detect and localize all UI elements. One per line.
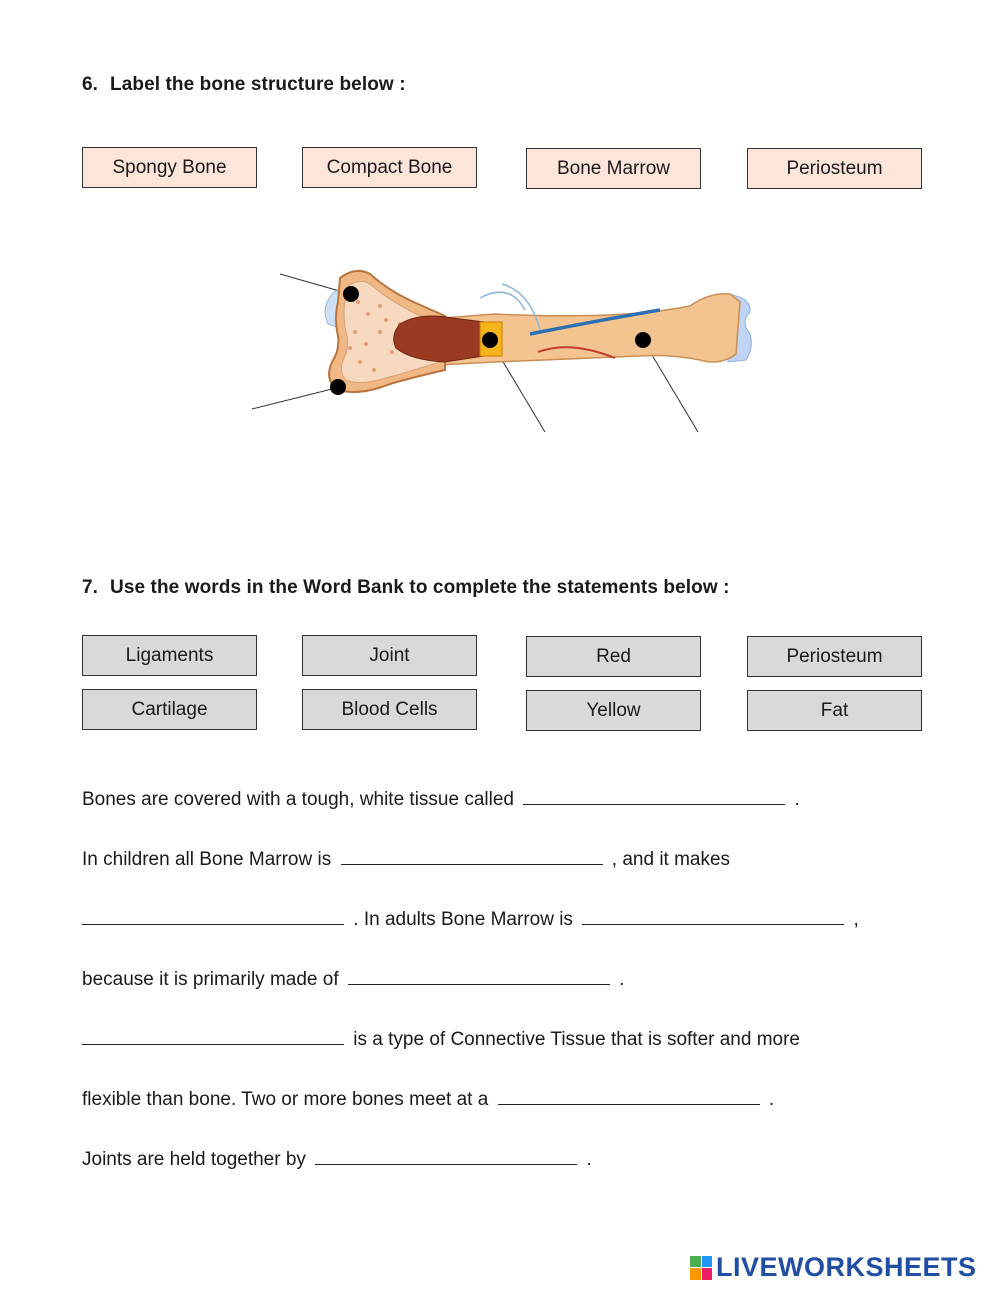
statement-text: , [853, 909, 859, 930]
statement-text: . [619, 969, 625, 990]
statement-text: In children all Bone Marrow is [82, 849, 332, 870]
answer-blank-4[interactable] [582, 906, 844, 925]
answer-blank-2[interactable] [341, 846, 603, 865]
word-red[interactable]: Red [526, 636, 701, 677]
word-cartilage[interactable]: Cartilage [82, 689, 257, 730]
answer-blank-8[interactable] [315, 1146, 577, 1165]
hotspot-1[interactable] [343, 286, 359, 302]
answer-blank-3[interactable] [82, 906, 344, 925]
question-7-title [82, 577, 730, 599]
statement-2 [82, 846, 730, 871]
answer-blank-5[interactable] [348, 966, 610, 985]
hotspot-4[interactable] [635, 332, 651, 348]
word-joint[interactable]: Joint [302, 635, 477, 676]
statement-5 [82, 1026, 800, 1051]
statement-text: . [794, 789, 800, 810]
word-fat[interactable]: Fat [747, 690, 922, 731]
question-text: Use the words in the Word Bank to complete the statements below : [110, 577, 730, 598]
statement-7 [82, 1146, 592, 1171]
logo-icon [690, 1256, 712, 1280]
bone-diagram [240, 262, 760, 437]
brand-name: LIVEWORKSHEETS [716, 1252, 977, 1282]
word-periosteum[interactable]: Periosteum [747, 636, 922, 677]
question-number: 6. [82, 74, 99, 95]
statement-text: . In adults Bone Marrow is [353, 909, 573, 930]
question-text: Label the bone structure below : [110, 74, 406, 95]
label-periosteum[interactable]: Periosteum [747, 148, 922, 189]
hotspot-3[interactable] [482, 332, 498, 348]
statement-text: because it is primarily made of [82, 969, 339, 990]
statement-text: Bones are covered with a tough, white tissue called [82, 789, 514, 810]
statement-text: . [586, 1149, 592, 1170]
answer-blank-7[interactable] [498, 1086, 760, 1105]
answer-blank-6[interactable] [82, 1026, 344, 1045]
question-6-title [82, 74, 406, 96]
leader-line [252, 388, 336, 409]
statement-text: . [768, 1089, 775, 1110]
statement-1 [82, 786, 800, 811]
word-blood-cells[interactable]: Blood Cells [302, 689, 477, 730]
statement-text: flexible than bone. Two or more bones meet at a [82, 1089, 489, 1110]
answer-blank-1[interactable] [523, 786, 785, 805]
word-ligaments[interactable]: Ligaments [82, 635, 257, 676]
label-spongy-bone[interactable]: Spongy Bone [82, 147, 257, 188]
statement-text: is a type of Connective Tissue that is softer and more [353, 1029, 801, 1050]
hotspot-2[interactable] [330, 379, 346, 395]
bone-marrow-cavity [394, 316, 484, 362]
statement-text: , and it makes [611, 849, 731, 870]
statement-6 [82, 1086, 774, 1111]
statement-3 [82, 906, 859, 931]
statement-4 [82, 966, 624, 991]
nerve-line [480, 292, 525, 310]
statement-text: Joints are held together by [82, 1149, 306, 1170]
label-bone-marrow[interactable]: Bone Marrow [526, 148, 701, 189]
question-number: 7. [82, 577, 99, 598]
liveworksheets-logo [690, 1252, 977, 1283]
word-yellow[interactable]: Yellow [526, 690, 701, 731]
label-compact-bone[interactable]: Compact Bone [302, 147, 477, 188]
